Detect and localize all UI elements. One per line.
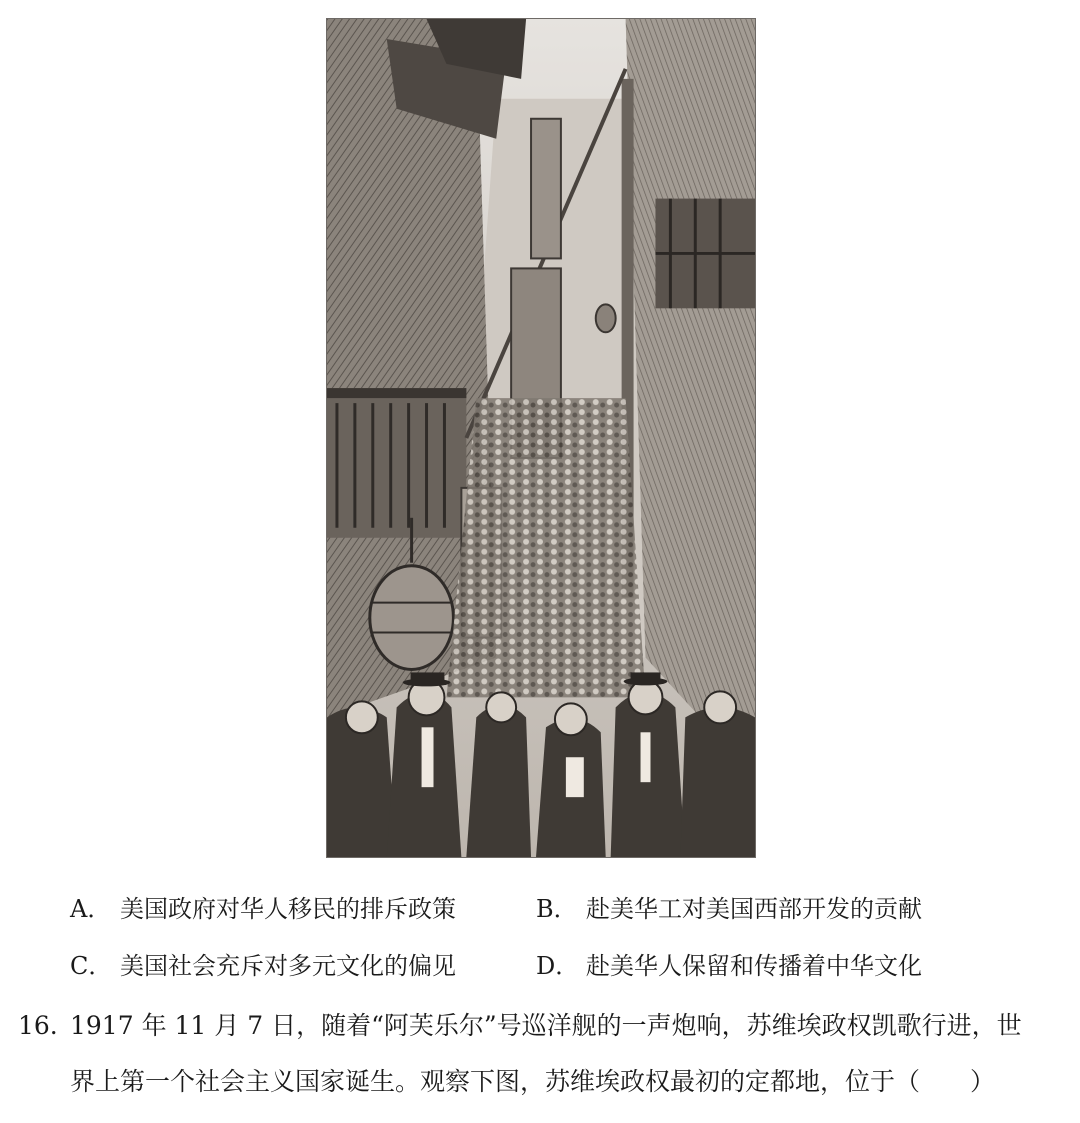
- question-16-number: 16.: [18, 1011, 58, 1040]
- engraving-drawing: [327, 19, 755, 857]
- option-a-text: 美国政府对华人移民的排斥政策: [120, 895, 456, 923]
- question-16-line-2: 界上第一个社会主义国家诞生。观察下图，苏维埃政权最初的定都地，位于（ ）: [70, 1067, 996, 1096]
- option-b-text: 赴美华工对美国西部开发的贡献: [586, 895, 922, 923]
- option-a-letter: A．: [70, 895, 112, 923]
- option-d-letter: D．: [536, 952, 580, 980]
- option-d-text: 赴美华人保留和传播着中华文化: [586, 952, 922, 980]
- option-c-text: 美国社会充斥对多元文化的偏见: [120, 952, 456, 980]
- street-scene-engraving: [326, 18, 756, 858]
- option-b-letter: B．: [536, 895, 578, 923]
- option-b: [536, 894, 922, 924]
- question-16-line-1: 1917 年 11 月 7 日，随着“阿芙乐尔”号巡洋舰的一声炮响，苏维埃政权凯歌行进，世: [70, 1011, 1022, 1040]
- option-d: [536, 951, 922, 981]
- option-a: [70, 894, 456, 924]
- option-c-letter: C．: [70, 952, 113, 980]
- option-c: [70, 951, 456, 981]
